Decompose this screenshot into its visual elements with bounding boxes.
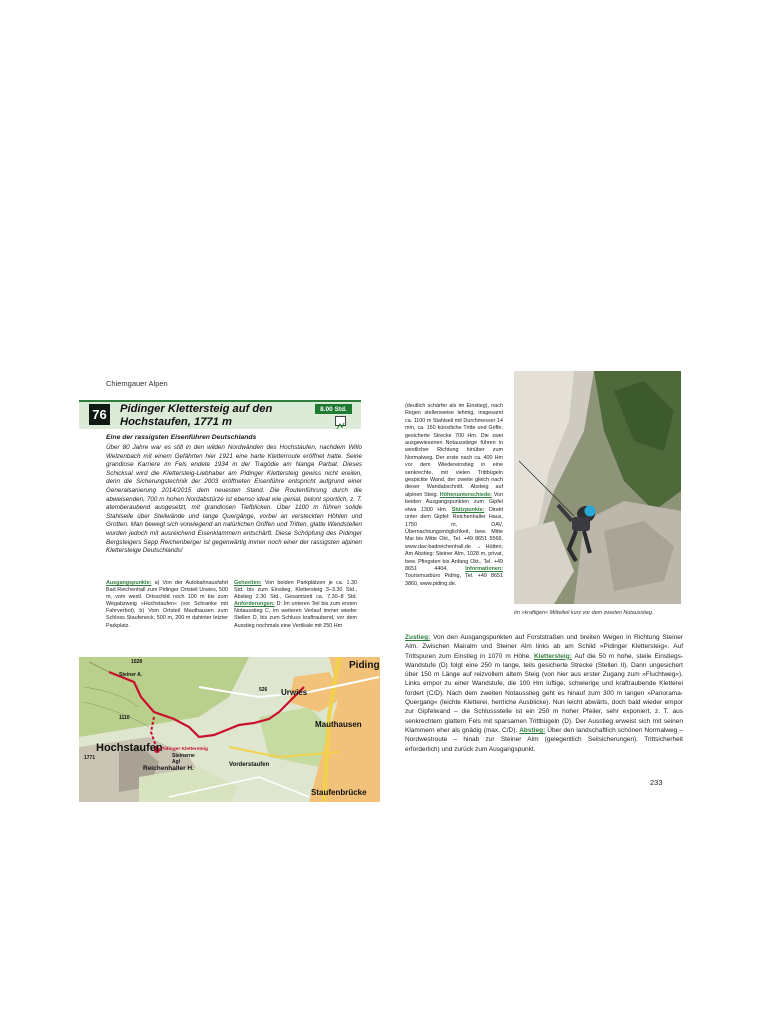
map-label-mauthausen: Mauthausen [315, 720, 362, 729]
map-label-piding: Piding [349, 660, 380, 671]
map-label-hochstaufen: Hochstaufen [96, 742, 163, 754]
requirements-text: D: Im unteren Teil bis zum ersten Notausstieg C, im weiteren Verlauf immer wieder Stellen D, bis zum Schluss kraftraubend, vor dem Ausstieg nochmals eine Vertikale mit 250 Hm [234, 601, 357, 629]
tour-title: Pidinger Klettersteig auf den Hochstaufen, 1771 m [120, 403, 273, 428]
climb-label: Klettersteig: [533, 652, 572, 660]
page-number: 233 [650, 778, 663, 787]
duration-badge: 8.00 Std. [315, 404, 352, 414]
descent-label: Abstieg: [519, 726, 546, 734]
climbing-grade-icon [335, 416, 346, 426]
running-head: Chiemgauer Alpen [106, 379, 168, 388]
info-label: Informationen: [465, 565, 503, 572]
map-label-elev-1771: 1771 [84, 755, 96, 761]
info-column-start [106, 580, 228, 630]
requirements-label: Anforderungen: [234, 601, 275, 608]
map-label-steinerne: Steinerne Agl [172, 753, 195, 765]
map-label-elev-1110: 1110 [119, 715, 130, 721]
info-text: Tourismusbüro Piding, Tel. +49 8651 3860, www.piding.de. [405, 573, 503, 587]
map-label-urwies: Urwies [281, 688, 308, 697]
height-label: Höhenunterschiede: [439, 491, 492, 498]
start-label: Ausgangspunkte: [106, 580, 152, 586]
info-column-details [405, 403, 503, 588]
map-label-reichenhaller: Reichenhaller H. [143, 765, 194, 772]
tour-title-box [79, 400, 361, 429]
huts-label: Stützpunkte: [451, 506, 485, 513]
photo-caption: Im »kraftigen« Mittelteil kurz vor dem zweiten Notausstieg. [514, 610, 654, 616]
approach-text: Von den Ausgangspunkten auf Forststraßen und breiten Wegen in Richtung Steiner Alm. Zwischen Mairalm und Steiner Alm links ab am Schild »Pidinger Klettersteig«. Auf Trittspuren zum Einstieg in 1070 m Höhe. [405, 634, 683, 660]
route-map [79, 657, 380, 802]
map-label-pidinger-ks: Pidinger Klettersteig [161, 747, 208, 752]
time-text: Von beiden Parkplätzen je ca. 1.30 Std. bis zum Einstieg, Klettersteig 3–3.30 Std., Abstieg 2.30 Std., Gesamtzeit ca. 7.30–8 Std. [234, 580, 357, 601]
approach-label: Zustieg: [405, 634, 431, 641]
descent-text: Über den landschaftlich schönen Normalweg – Nordwestroute – hinab zur Steiner Alm (gelegentlich Seilsicherungen). Trittsicherheit erforderlich) und zurück zum Ausgangspunkt. [405, 726, 683, 753]
map-label-elev-1028: 1028 [131, 659, 143, 665]
start-text: a) Von der Autobahnausfahrt Bad Reichenhall zum Pidinger Ortsteil Urwies, 500 m, vom westl. Ortsschild noch 100 m bis zum Wegabzweig »Hochstaufen« (vor Schranke mit Fahrverbot). b) Vom Ortsteil Mauthausen zum Schloss Staufeneck, 500 m, 200 m dahinter letzter Parkplatz. [106, 580, 229, 629]
tour-number: 76 [89, 404, 110, 425]
climb-text: Auf die 50 m hohe, steile Einstiegs-Wandstufe (D) folgt eine 250 m lange, teils gesicherte Strecke (Stellen II). Dann ungesichert über 150 m Länge auf reizvollem altem Steig (von hier aus erster Zugang zum »Fluchtweg«). Links empor zu einer Wandstufe, die 100 Hm luftige, schwierige und kraftraubende Kletterei fordert (C/D). Nach dem zweiten Notausstieg geht es hinauf zum 300 m langen »Panorama-Quergang« (leichte Kletterei, herrliche Ausblicke). Nun leicht abwärts, doch bald wieder empor zur Gipfelwand – die Schlussstelle ist ein 250 m hoher Pfeiler, sehr exponiert, z. T. aus senkrechtem glattem Fels mit sparsamen Trittbügeln (D). Der Ausstieg erweist sich mit seinen Klammern eher als gnädig (max. C/D). [405, 652, 683, 734]
details-text: (deutlich schärfer als im Einstieg), nach Regen stellenweise lehmig, insgesamt ca. 1100 m Stahlseil mit Durchmesser 14 mm, ca. 150 künstliche Tritte und Griffe, gesicherte Strecke 700 Hm. Die zwei ausgewiesenen Notausstiege führen in westlicher Richtung hinüber zum Normalweg. Der erste nach ca. 400 Hm vor dem Wiedereinstieg in eine senkrechte, mit vielen Trittbügeln gespickte Wand, der zweite gleich nach dieser Wandabschnitt. Absteig auf alpinen Steig. [405, 403, 503, 498]
huts-text: Direkt unter dem Gipfel: Reichenhaller Haus, 1750 m, DAV, Übernachtungsmöglichkeit, bew. Mitte Mai bis Mitte Okt., Tel. +49 8651 5566, www.dav-badreichenhall.de → Hütten; Am Abstieg: Steiner Alm, 1028 m, privat, bew. Pfingsten bis Anfang Okt., Tel. +49 8651 4404. [405, 506, 504, 572]
climber-photo [514, 371, 681, 604]
map-label-steiner-alm: Steiner A. [119, 672, 143, 678]
intro-paragraph: Über 80 Jahre war es still in den wilden Nordwänden des Hochstaufen, nachdem Willo Welzenbach mit einem Gefährten hier 1921 eine harte Kletterroute eröffnet hatte. Seine grandiose Karriere im Fels endete 1934 in der Tragödie am Nanga Parbat. Dieses Schicksal wird die Klettersteig-Liebhaber am Pidinger Klettersteig gewiss nicht ereilen, denn die Sicherungstechnik der 2003 eröffneten Eisenführe entspricht aufgrund einer Generalsanierung 2014/2015 dem neuesten Stand. Die Routenführung durch die abweisenden, 700 m hohen Nordabstürze ist ebenso ideal wie genial, belont sportlich, z. T. atemberaubend ausgesetzt, mit grandiosen Tiefblicken. Über 1100 m führen solide Stahlseile über Steilwände und lange Quergänge, vorbei an versteckten Höhlen und Grotten. Man bewegt sich vorwiegend an natürlichen Griffen und Tritten, glatte Wandstellen wurden jedoch mit ausreichend Eisenklammern entschärft. Diese Schöpfung des Pidinger Bergsteigers Sepp Reichenberger ist gegenwärtig immer noch einer der rassigsten alpinen Klettersteige Deutschlands! [106, 444, 362, 555]
map-label-vorderstaufen: Vorderstaufen [229, 762, 270, 768]
tour-subtitle: Eine der rassigsten Eisenführen Deutschlands [106, 434, 257, 441]
map-label-staufenbruecke: Staufenbrücke [311, 788, 367, 797]
info-column-times [234, 580, 357, 630]
time-label: Gehzeiten: [234, 580, 262, 586]
height-text: Von beiden Ausgangspunkten zum Gipfel etwa 1300 Hm. [405, 491, 504, 513]
photo-graphic [514, 371, 681, 604]
map-label-elev-526: 526 [259, 687, 268, 693]
map-graphic [79, 657, 380, 802]
route-description [405, 633, 683, 754]
